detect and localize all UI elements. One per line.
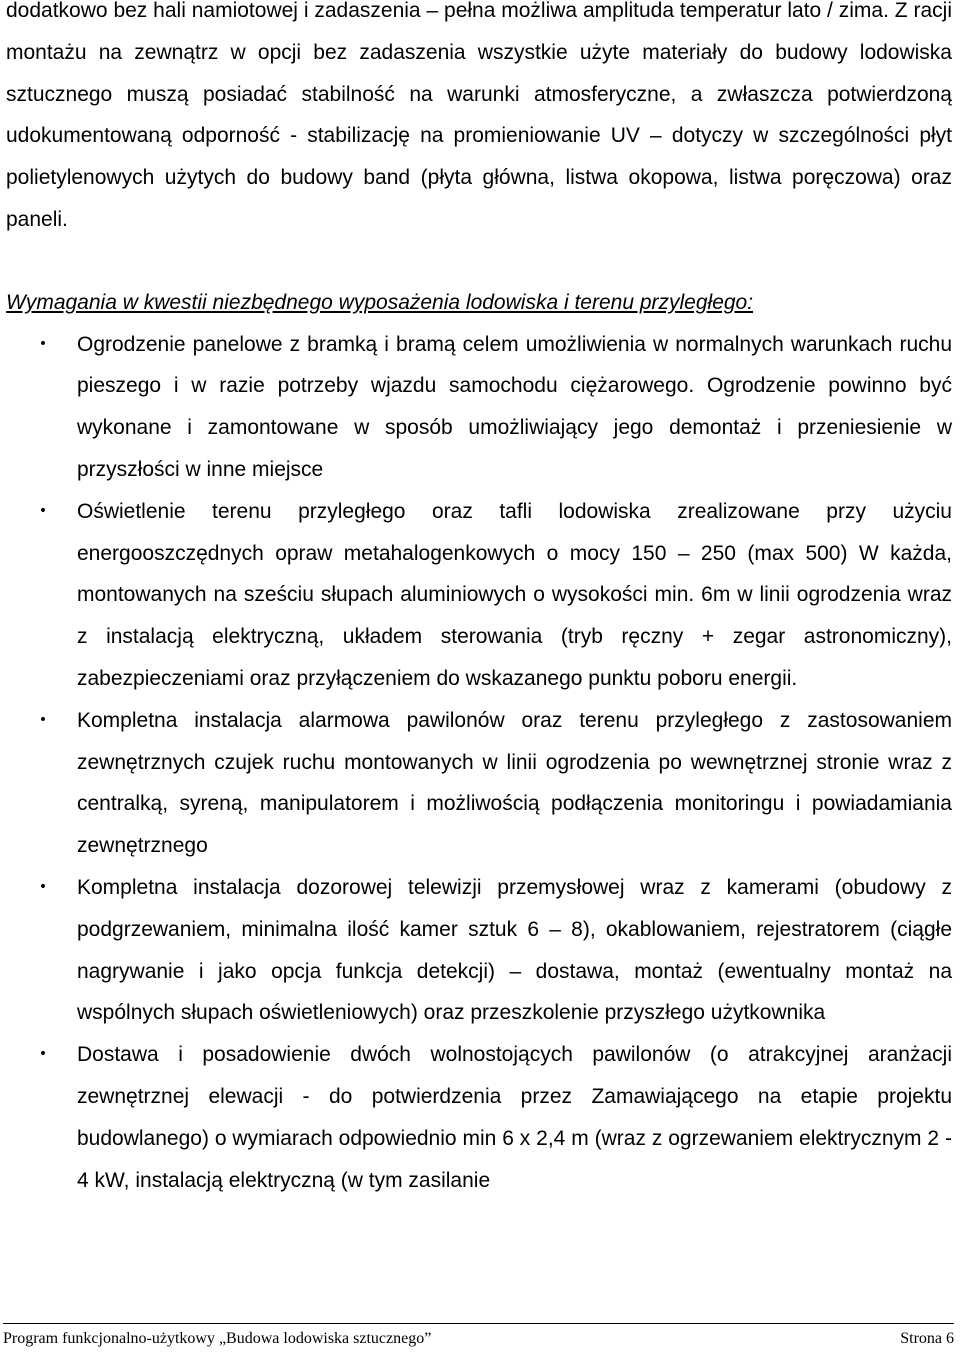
bullet-icon: • [38,878,48,895]
list-item-text: Kompletna instalacja alarmowa pawilonów oraz terenu przyległego z zastosowaniem zewnętrznych czujek ruchu montowanych w linii ogrodzenia po wewnętrznej stronie wraz z centralką, syreną, manipulatorem i możliwością podłączenia monitoringu i powiadamiania zewnętrznego [77,708,952,858]
bullet-icon: • [38,1046,48,1063]
intro-paragraph: dodatkowo bez hali namiotowej i zadaszenia – pełna możliwa amplituda temperatur lato / zima. Z racji montażu na zewnątrz w opcji bez zadaszenia wszystkie użyte materiały do budowy lodowiska sztucznego muszą posiadać stabilność na warunki atmosferyczne, a zwłaszcza potwierdzoną udokumentowaną odporność - stabilizację na promieniowanie UV – dotyczy w szczególności płyt polietylenowych użytych do budowy band (płyta główna, listwa okopowa, listwa poręczowa) oraz paneli. [6,0,952,231]
requirements-list [6,324,952,1202]
page-footer [3,1323,954,1349]
bullet-icon: • [38,335,48,352]
list-item-lighting [6,491,952,700]
document-body [6,0,952,1201]
list-item-text: Kompletna instalacja dozorowej telewizji przemysłowej wraz z kamerami (obudowy z podgrzewaniem, minimalna ilość kamer sztuk 6 – 8), okablowaniem, rejestratorem (ciągłe nagrywanie i jako opcja funkcja detekcji) – dostawa, montaż (ewentualny montaż na wspólnych słupach oświetleniowych) oraz przeszkolenie przyszłego użytkownika [77,875,952,1025]
list-item-cctv [6,867,952,1034]
list-item-alarm [6,700,952,867]
footer-page-number: Strona 6 [900,1330,954,1347]
list-item-text: Dostawa i posadowienie dwóch wolnostojących pawilonów (o atrakcyjnej aranżacji zewnętrznej elewacji - do potwierdzenia przez Zamawiającego na etapie projektu budowlanego) o wymiarach odpowiednio min 6 x 2,4 m (wraz z ogrzewaniem elektrycznym 2 - 4 kW, instalacją elektryczną (w tym zasilanie [77,1043,952,1192]
list-item-text: Oświetlenie terenu przyległego oraz tafli lodowiska zrealizowane przy użyciu energooszczędnych opraw metahalogenkowych o mocy 150 – 250 (max 500) W każda, montowanych na sześciu słupach aluminiowych o wysokości min. 6m w linii ogrodzenia wraz z instalacją elektryczną, układem sterowania (tryb ręczny + zegar astronomiczny), zabezpieczeniami oraz przyłączeniem do wskazanego punktu poboru energii. [77,499,952,690]
bullet-icon: • [38,502,48,519]
section-heading: Wymagania w kwestii niezbędnego wyposażenia lodowiska i terenu przyległego: [6,290,754,314]
list-item-fencing [6,324,952,491]
list-item-pavilions [6,1034,952,1201]
list-item-text: Ogrodzenie panelowe z bramką i bramą celem umożliwienia w normalnych warunkach ruchu pieszego i w razie potrzeby wjazdu samochodu ciężarowego. Ogrodzenie powinno być wykonane i zamontowane w sposób umożliwiający jego demontaż i przeniesienie w przyszłości w inne miejsce [77,332,952,481]
footer-document-title: Program funkcjonalno-użytkowy „Budowa lodowiska sztucznego” [3,1330,432,1347]
bullet-icon: • [38,711,48,728]
